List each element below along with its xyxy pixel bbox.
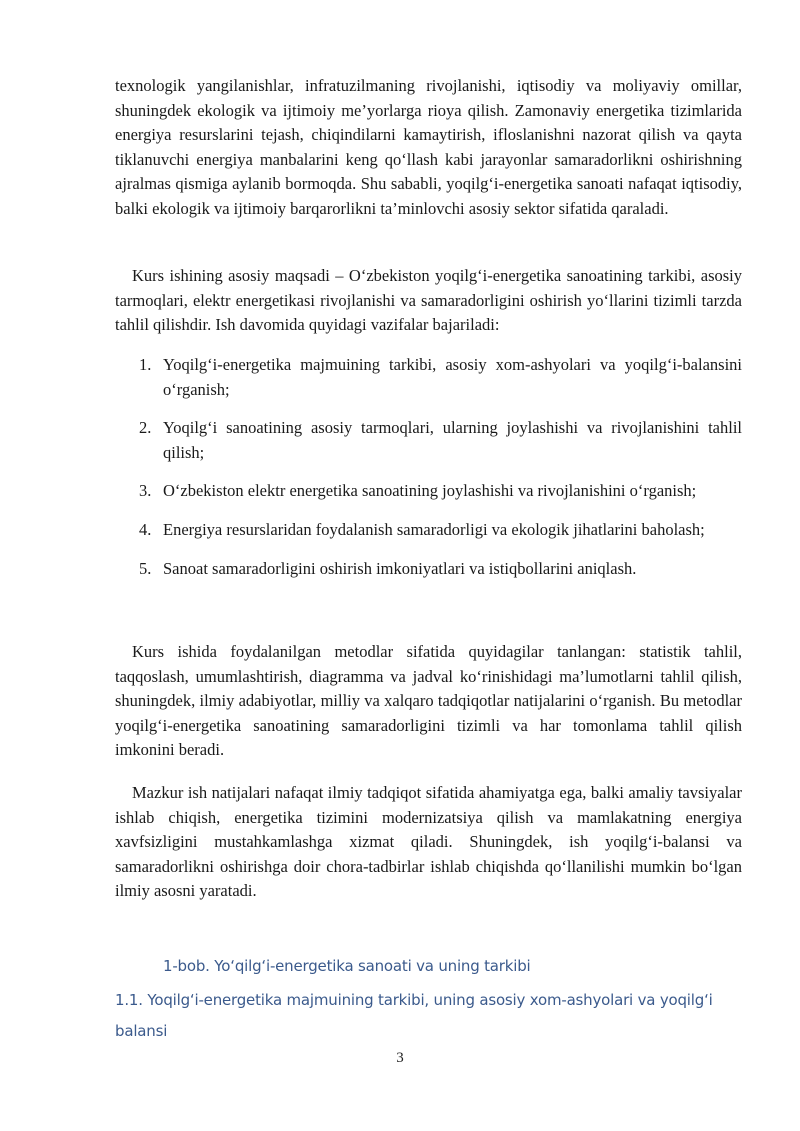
task-list <box>115 353 742 595</box>
list-number: 4. <box>139 519 152 539</box>
list-item-text: Sanoat samaradorligini oshirish imkoniyatlari va istiqbollarini aniqlash. <box>163 558 637 578</box>
list-number: 5. <box>139 558 152 578</box>
list-item-text: Energiya resurslaridan foydalanish samaradorligi va ekologik jihatlarini baholash; <box>163 519 705 539</box>
list-number: 3. <box>139 481 152 501</box>
list-item <box>115 416 742 465</box>
body-paragraph: Kurs ishining asosiy maqsadi – O‘zbekiston yoqilg‘i-energetika sanoatining tarkibi, asosiy tarmoqlari, elektr energetikasi rivojlanishi va samaradorligini oshirish yo‘llarini tizimli tarzda tahlil qilishdir. Ish davomida quyidagi vazifalar bajariladi: <box>115 266 742 335</box>
section-heading[interactable]: 1.1. Yoqilg‘i-energetika majmuining tarkibi, uning asosiy xom-ashyolari va yoqilg‘i balansi <box>115 991 713 1040</box>
list-item <box>115 557 742 582</box>
body-paragraph: Mazkur ish natijalari nafaqat ilmiy tadqiqot sifatida ahamiyatga ega, balki amaliy tavsiyalar ishlab chiqish, energetika tizimini modernizatsiya qilish va mamlakatning energiya xavfsizligini mustahkamlashga xizmat qiladi. Shuningdek, ish yoqilg‘i-balansi va samaradorlikni oshirishga doir chora-tadbirlar ishlab chiqishda qo‘llanilishi mumkin bo‘lgan ilmiy asosni yaratadi. <box>115 783 742 901</box>
body-paragraph: Kurs ishida foydalanilgan metodlar sifatida quyidagilar tanlangan: statistik tahlil, taqqoslash, umumlashtirish, diagramma va jadval ko‘rinishidagi ma’lumotlarni tahlil qilish, shuningdek, ilmiy adabiyotlar, milliy va xalqaro tadqiqotlar natijalarini o‘rganish. Bu metodlar yoqilg‘i-energetika sanoatining samaradorligini tizimli va har tomonlama tahlil qilish imkonini beradi. <box>115 642 742 760</box>
list-item-text: Yoqilg‘i sanoatining asosiy tarmoqlari, ularning joylashishi va rivojlanishini tahlil qilish; <box>163 418 742 462</box>
list-item-text: Yoqilg‘i-energetika majmuining tarkibi, asosiy xom-ashyolari va yoqilg‘i-balansini o‘rganish; <box>163 355 742 399</box>
list-item <box>115 518 742 543</box>
body-paragraph: texnologik yangilanishlar, infratuzilmaning rivojlanishi, iqtisodiy va moliyaviy omillar, shuningdek ekologik va ijtimoiy me’yorlarga rioya qilish. Zamonaviy energetika tizimlarida energiya resurslarini tejash, chiqindilarni kamaytirish, ifloslanishni nazorat qilish va qayta tiklanuvchi energiya manbalarini keng qo‘llash kabi jarayonlar samaradorlikni oshirishning ajralmas qismiga aylanib bormoqda. Shu sababli, yoqilg‘i-energetika sanoati nafaqat iqtisodiy, balki ekologik va ijtimoiy barqarorlikni ta’minlovchi asosiy sektor sifatida qaraladi. <box>115 76 742 218</box>
list-item <box>115 479 742 504</box>
list-item-text: O‘zbekiston elektr energetika sanoatining joylashishi va rivojlanishini o‘rganish; <box>163 481 697 501</box>
list-number: 1. <box>139 355 152 374</box>
list-item <box>115 353 742 402</box>
page-number: 3 <box>396 1050 404 1066</box>
chapter-heading[interactable]: 1-bob. Yo‘qilg‘i-energetika sanoati va uning tarkibi <box>163 957 531 975</box>
list-number: 2. <box>139 418 152 438</box>
